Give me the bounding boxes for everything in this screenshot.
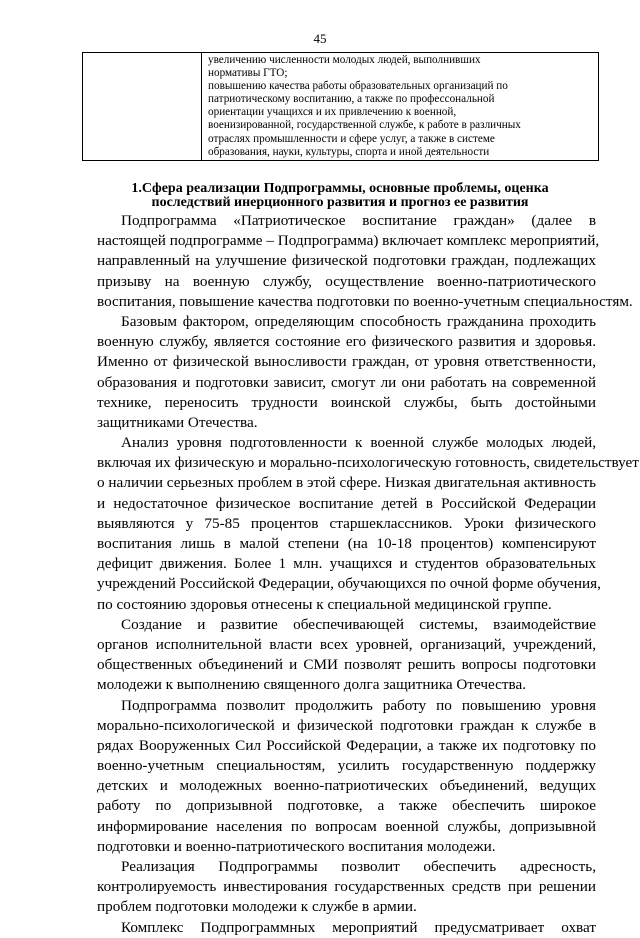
table-cell-line: ориентации учащихся и их привлечению к военной, xyxy=(208,106,457,119)
paragraph-line: Комплекс Подпрограммных мероприятий предусматривает охват xyxy=(121,918,596,936)
paragraph-line: Анализ уровня подготовленности к военной службе молодых людей, xyxy=(121,434,596,452)
paragraph-line: молодежи к выполнению священного долга защитника Отечества. xyxy=(97,676,526,694)
paragraph-line: призыву на военную службу, осуществление военно-патриотического xyxy=(97,272,596,290)
paragraph-line: подготовки и военно-патриотического воспитания молодежи. xyxy=(97,837,496,855)
paragraph-line: проблем подготовки молодежи к службе в армии. xyxy=(97,898,417,916)
paragraph-line: общественных объединений и СМИ позволят решить вопросы подготовки xyxy=(97,656,596,674)
section-heading-line: 1.Сфера реализации Подпрограммы, основные проблемы, оценка xyxy=(131,181,549,196)
paragraph xyxy=(97,211,633,312)
paragraph-line: Именно от физической выносливости граждан, от уровня ответственности, xyxy=(97,353,596,371)
table-cell-line: отраслях промышленности и сфере услуг, а также в системе xyxy=(208,132,495,145)
table-cell-line: военизированной, государственной службе, к работе в различных xyxy=(208,119,521,132)
paragraph xyxy=(97,696,596,858)
paragraph-line: военную службу, является состояние его физического развития и здоровья. xyxy=(97,333,596,351)
paragraph-line: учреждений Российской Федерации, обучающихся по очной форме обучения, xyxy=(97,575,601,593)
table-cell-line: увеличению численности молодых людей, выполнивших xyxy=(208,54,481,66)
table-text-cell xyxy=(202,53,599,161)
paragraph-line: Создание и развитие обеспечивающей системы, взаимодействие xyxy=(121,615,596,633)
section-heading-line: последствий инерционного развития и прогноз ее развития xyxy=(151,195,529,210)
paragraph-line: детских и молодежных военно-патриотических объединений, ведущих xyxy=(97,777,596,795)
paragraph-line: Подпрограмма «Патриотическое воспитание граждан» (далее в xyxy=(121,212,596,229)
paragraph xyxy=(97,312,596,433)
paragraph-line: воспитания, повышение качества подготовки по военно-учетным специальностям. xyxy=(97,292,633,310)
page-number: 45 xyxy=(313,31,327,46)
table-cell-line: нормативы ГТО; xyxy=(208,67,288,80)
table-cell-line: повышению качества работы образовательных организаций по xyxy=(208,80,508,93)
paragraph-line: контролируемость инвестирования государственных средств при решении xyxy=(97,878,596,896)
paragraph-line: по состоянию здоровья отнесены к специальной медицинской группе. xyxy=(97,595,552,613)
paragraph-line: защитниками Отечества. xyxy=(97,413,258,431)
table-cell-line: патриотическому воспитанию, а также по профессональной xyxy=(208,93,495,106)
paragraph-line: включая их физическую и морально-психологическую готовность, свидетельствует xyxy=(97,454,639,472)
paragraph xyxy=(97,857,596,918)
paragraph-line: Реализация Подпрограммы позволит обеспечить адресность, xyxy=(121,858,596,875)
paragraph-line: настоящей подпрограмме – Подпрограмма) включает комплекс мероприятий, xyxy=(97,232,600,250)
paragraph-line: технике, переносить трудности воинской службы, быть достойными xyxy=(97,393,596,411)
paragraph-line: органов исполнительной власти всех уровней, организаций, учреждений, xyxy=(97,635,596,653)
paragraph xyxy=(97,615,596,696)
paragraph-line: воспитания лишь в малой степени (на 10-18 процентов) компенсируют xyxy=(97,535,596,552)
paragraph-line: образования и подготовки зависит, смогут ли они работать на современной xyxy=(97,373,596,391)
paragraph-line: Подпрограмма позволит продолжить работу по повышению уровня xyxy=(121,696,596,714)
paragraph-line: и недостаточное физическое воспитание детей в Российской Федерации xyxy=(97,494,596,512)
table-row xyxy=(83,53,599,161)
paragraph-line: дефицит движения. Более 1 млн. учащихся и студентов образовательных xyxy=(97,555,596,573)
body-text xyxy=(97,211,639,938)
paragraph-line: о наличии серьезных проблем в этой сфере. Низкая двигательная активность xyxy=(97,474,597,492)
paragraph-line: информирование населения по вопросам военной службы, допризывной xyxy=(97,817,596,835)
paragraph-line: Базовым фактором, определяющим способность гражданина проходить xyxy=(121,312,596,330)
table-empty-cell xyxy=(83,53,202,161)
continuation-table xyxy=(82,52,599,161)
table-cell-line: образования, науки, культуры, спорта и иной деятельности xyxy=(208,145,490,158)
section-heading xyxy=(60,182,620,210)
paragraph xyxy=(97,918,596,938)
paragraph xyxy=(97,433,639,615)
paragraph-line: рядах Вооруженных Сил Российской Федерации, а также их подготовку по xyxy=(97,736,596,754)
paragraph-line: работу по допризывной подготовке, а также обеспечить широкое xyxy=(97,797,596,815)
paragraph-line: направленный на улучшение физической подготовки граждан, подлежащих xyxy=(97,252,596,270)
paragraph-line: морально-психологической и физической подготовки граждан к службе в xyxy=(97,716,596,734)
paragraph-line: военно-учетным специальностям, усилить государственную поддержку xyxy=(97,757,596,775)
paragraph-line: выявляются у 75-85 процентов старшеклассников. Уроки физического xyxy=(97,514,596,532)
